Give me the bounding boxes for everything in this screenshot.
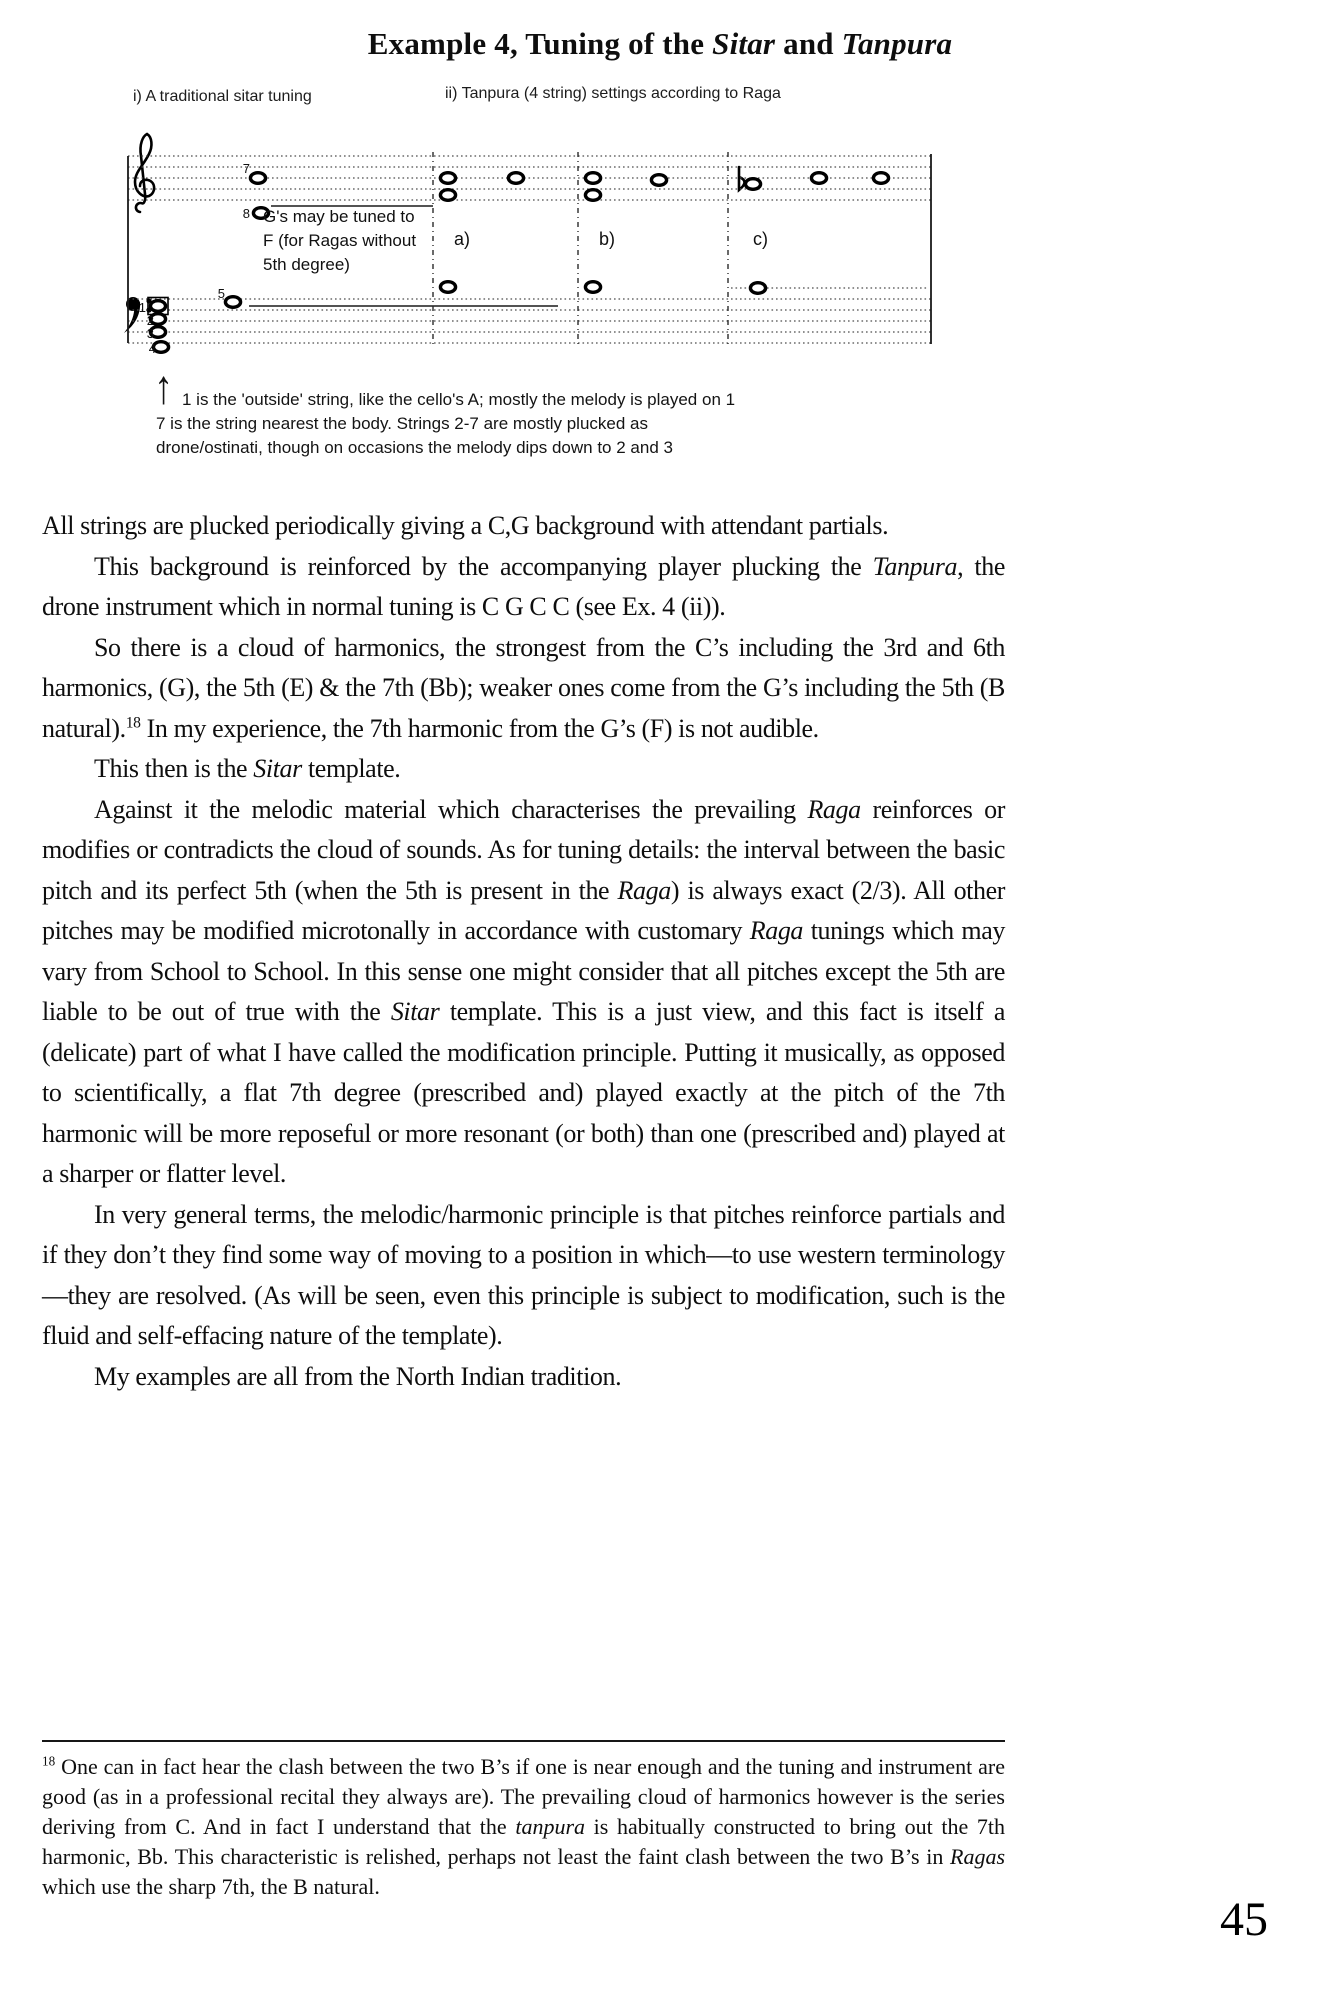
paragraph: My examples are all from the North Indian tradition.: [94, 1361, 622, 1391]
paragraph: All strings are plucked periodically giving a C,G background with attendant partials.: [42, 511, 889, 540]
annotation-line: F (for Ragas without: [263, 231, 417, 250]
whole-note: [873, 173, 888, 184]
whole-note: [585, 282, 600, 293]
whole-note: [585, 190, 600, 201]
whole-note: [585, 173, 600, 184]
whole-note: [651, 175, 666, 186]
section-label: a): [454, 229, 471, 249]
whole-note: [508, 173, 523, 184]
annotation-line: G's may be tuned to: [263, 207, 415, 226]
caption-line: drone/ostinati, though on occasions the melody dips down to 2 and 3: [156, 438, 673, 457]
staff-annotation: [263, 207, 416, 274]
whole-note: [440, 173, 455, 184]
music-notation: [113, 116, 943, 368]
paragraph: So there is a cloud of harmonics, the strongest from the C’s including the 3rd and 6th harmonics, (G), the 5th (E) & the 7th (Bb); weaker ones come from the G’s including the 5th (B natural).$^{18}$ In my experience, the 7th harmonic from the G’s (F) is not audible.: [42, 632, 1005, 743]
body-text: [42, 506, 1005, 1397]
whole-note: [440, 190, 455, 201]
caption-line: 7 is the string nearest the body. Strings 2-7 are mostly plucked as: [156, 414, 648, 433]
page-title: Example 4, Tuning of the Sitar and Tanpura: [367, 26, 953, 61]
tanpura-settings-label: ii) Tanpura (4 string) settings according to Raga: [445, 85, 781, 102]
whole-note: [440, 282, 455, 293]
string-number: 8: [242, 206, 250, 221]
up-arrow-icon: ↑: [154, 361, 173, 415]
whole-note: [225, 297, 240, 308]
section-label: c): [753, 229, 768, 249]
annotation-line: 5th degree): [263, 255, 350, 274]
flat-icon: [739, 167, 745, 190]
string-number: 4: [148, 341, 156, 356]
whole-note: [811, 173, 826, 184]
page-number: 45: [1220, 1893, 1268, 1946]
string-number: 1: [138, 300, 146, 315]
staff-lines: [128, 156, 931, 343]
notation-caption: [154, 361, 816, 460]
string-number: 7: [242, 161, 250, 176]
paragraph: In very general terms, the melodic/harmonic principle is that pitches reinforce partials and if they don’t they find some way of moving to a position in which—to use western terminology—they are resolved. (As will be seen, even this principle is subject to modification, such is the fluid and self-effacing nature of the template).: [42, 1199, 1005, 1350]
whole-note: [750, 283, 765, 294]
footnote-rule: [42, 1740, 1005, 1742]
string-number: 3: [146, 326, 154, 341]
whole-note: [250, 173, 265, 184]
string-number: 2: [146, 313, 154, 328]
footnote-paragraph: $^{18}$ One can in fact hear the clash between the two B’s if one is near enough and the tuning and instrument are good (as in a professional recital they always are). The prevailing cloud of harmonics however is the series deriving from C. And in fact I understand that the tanpura is habitually constructed to bring out the 7th harmonic, Bb. This characteristic is relished, perhaps not least the faint clash between the two B’s in Ragas which use the sharp 7th, the B natural.: [42, 1753, 1005, 1899]
section-label: b): [599, 229, 616, 249]
paragraph: Against it the melodic material which characterises the prevailing Raga reinforces or modifies or contradicts the cloud of sounds. As for tuning details: the interval between the basic pitch and its perfect 5th (when the 5th is present in the Raga) is always exact (2/3). All other pitches may be modified microtonally in accordance with customary Raga tunings which may vary from School to School. In this sense one might consider that all pitches except the 5th are liable to be out of true with the Sitar template. This is a just view, and this fact is itself a (delicate) part of what I have called the modification principle. Putting it musically, as opposed to scientifically, a flat 7th degree (prescribed and) played exactly at the pitch of the 7th harmonic will be more reposeful or more resonant (or both) than one (prescribed and) played at a sharper or flatter level.: [42, 794, 1006, 1188]
barlines: [128, 152, 931, 347]
whole-note: [745, 179, 760, 190]
caption-line: 1 is the 'outside' string, like the cello's A; mostly the melody is played on 1: [182, 390, 736, 409]
paragraph: This then is the Sitar template.: [94, 754, 401, 783]
footnote: [42, 1752, 1005, 1902]
caption-lines: [156, 388, 816, 460]
paragraph: This background is reinforced by the accompanying player plucking the Tanpura, the drone instrument which in normal tuning is C G C C (see Ex. 4 (ii)).: [42, 551, 1005, 621]
whole-note: [150, 301, 165, 312]
sitar-tuning-label: i) A traditional sitar tuning: [133, 88, 312, 105]
string-number: 5: [217, 286, 225, 301]
